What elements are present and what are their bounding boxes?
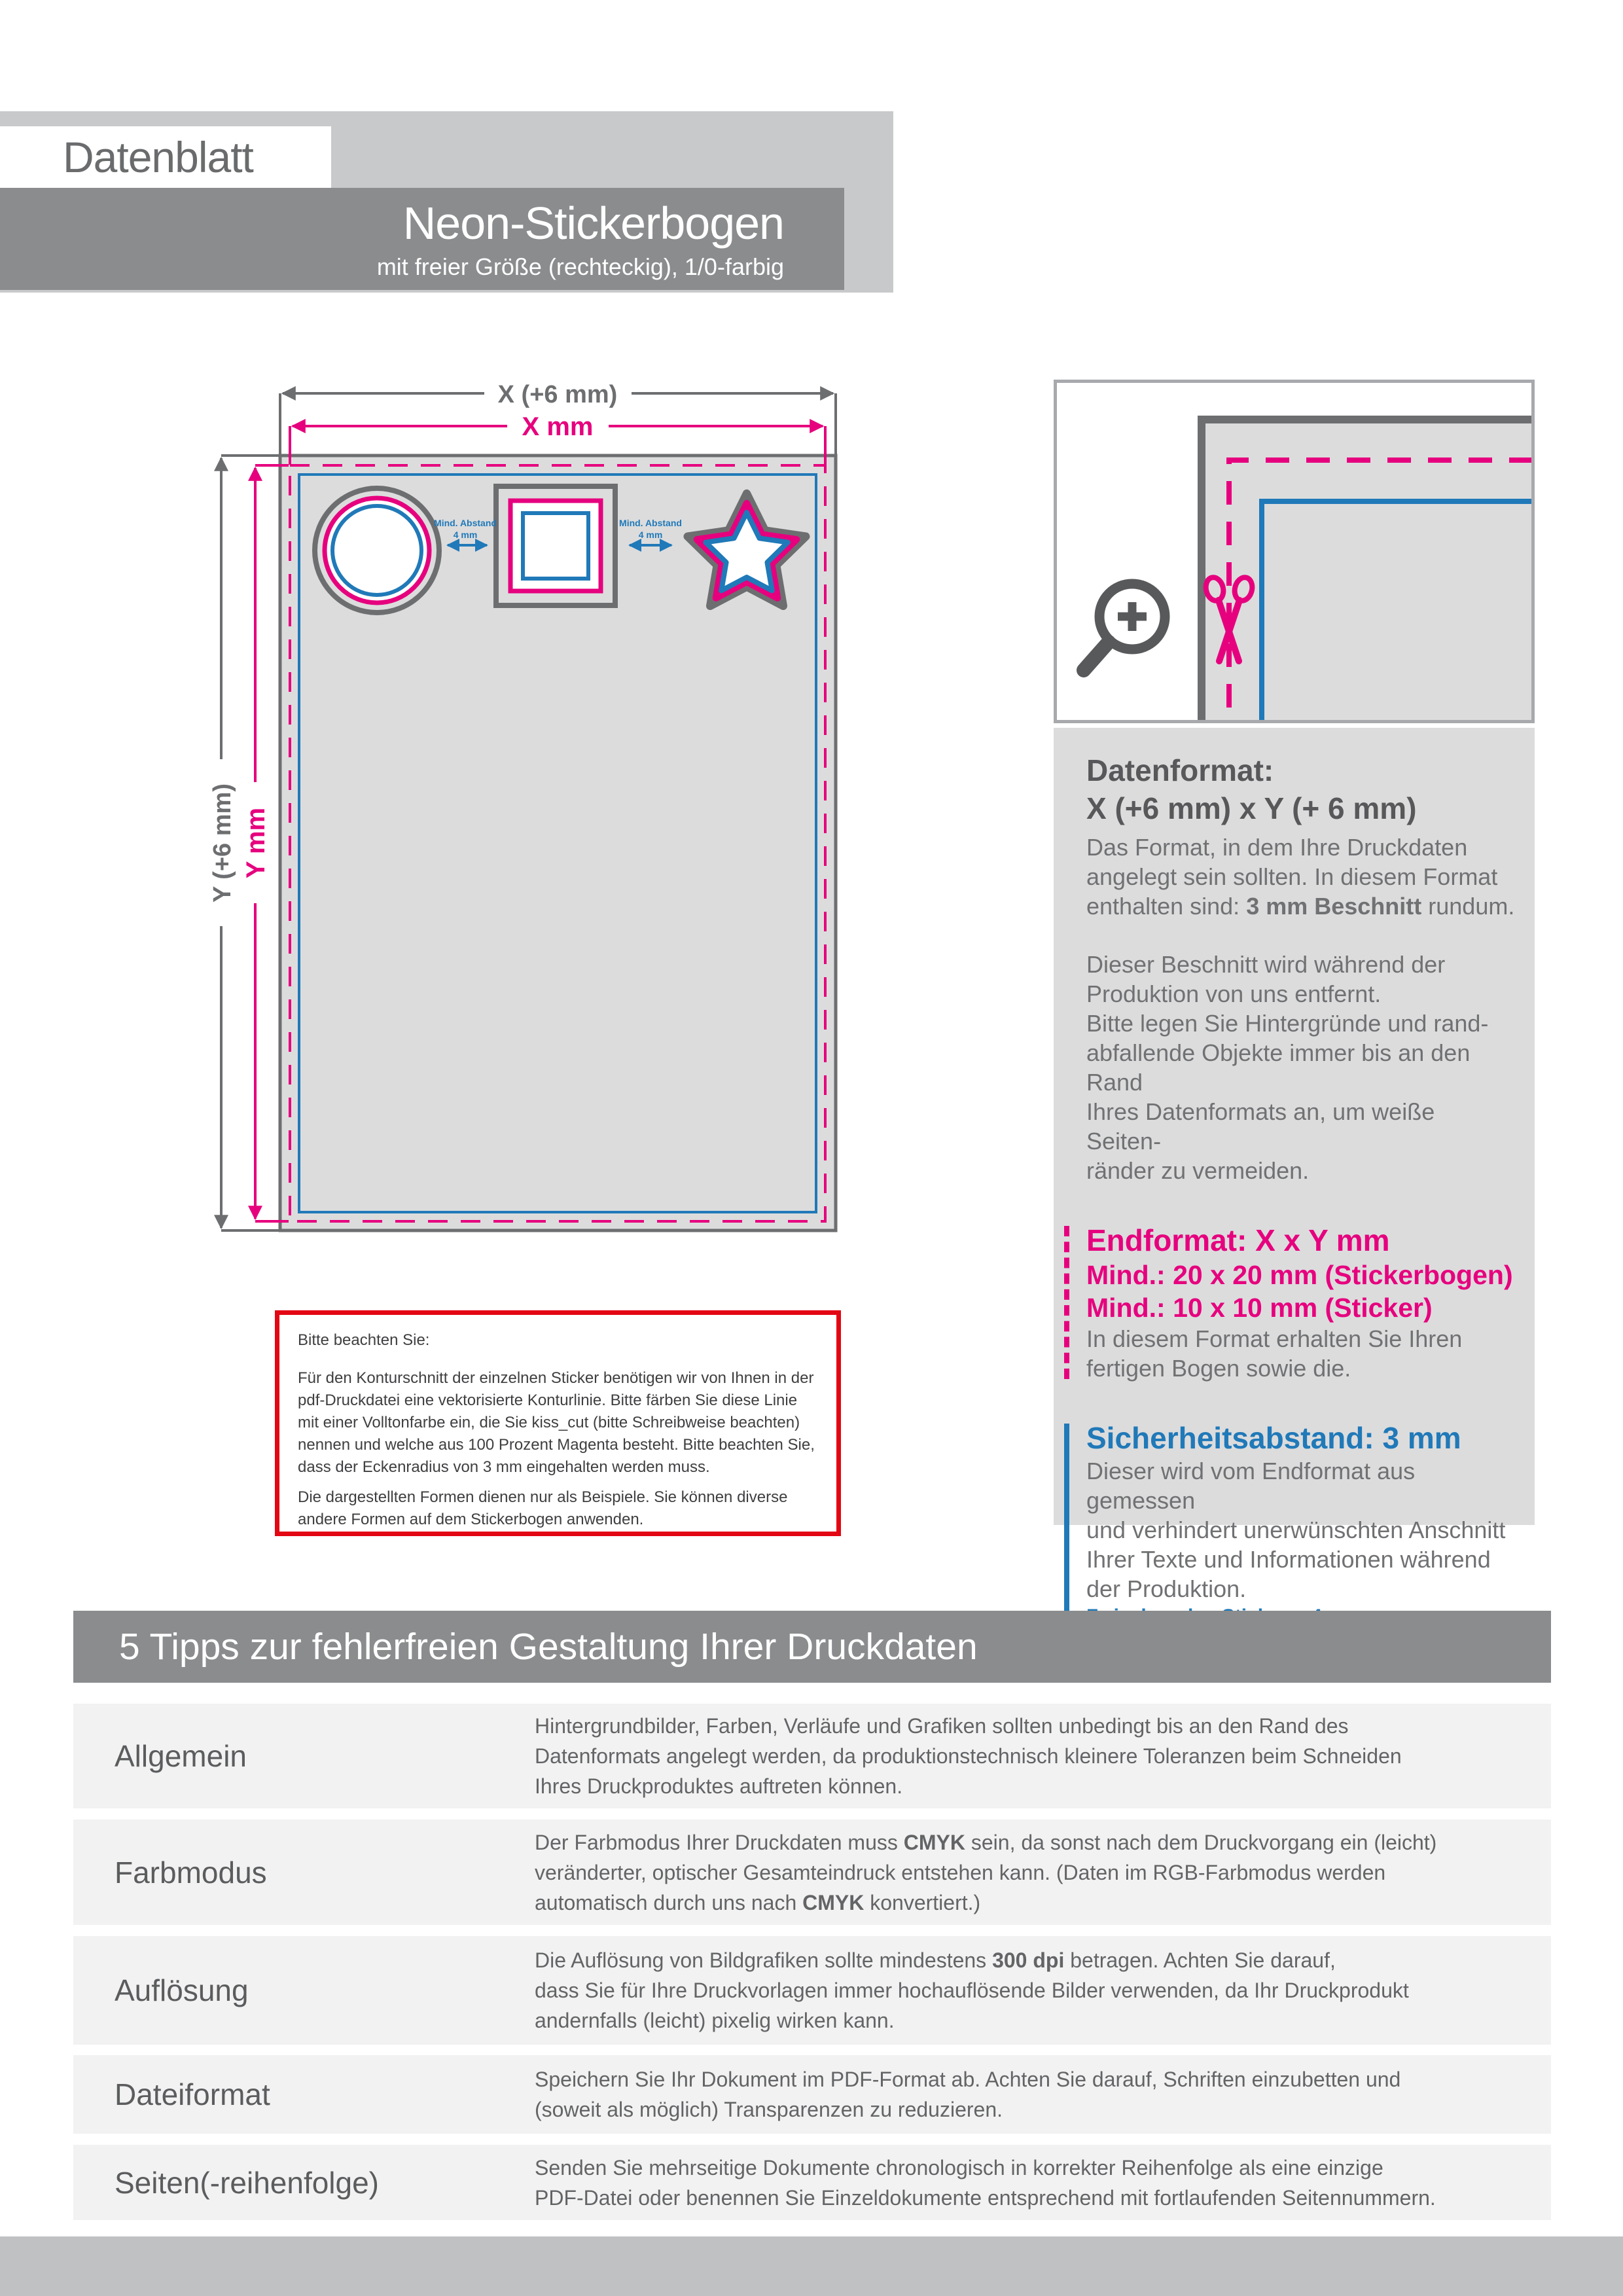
tip-text: Senden Sie mehrseitige Dokumente chronologisch in korrekter Reihenfolge als eine einzige PDF-Datei oder benennen Sie Einzeldokumente entsprechend mit fortlaufenden Seitennummern.: [535, 2155, 1436, 2210]
sticker-sheet-diagram: [183, 367, 883, 1244]
tip-row-seitenreihenfolge: [73, 2145, 1551, 2220]
product-title: Neon-Stickerbogen: [402, 198, 784, 249]
tip-text: Speichern Sie Ihr Dokument im PDF-Format ab. Achten Sie darauf, Schriften einzubetten und (soweit als möglich) Transparenzen zu reduzieren.: [535, 2068, 1401, 2121]
endformat-accent-line: [1064, 1226, 1069, 1379]
datenformat-subheading: X (+6 mm) x Y (+ 6 mm): [1086, 791, 1417, 825]
tip-label: Seiten(-reihenfolge): [115, 2165, 380, 2200]
datenformat-heading: Datenformat:: [1086, 753, 1274, 787]
tip-text: Der Farbmodus Ihrer Druckdaten muss CMYK sein, da sonst nach dem Druckvorgang ein (leicht) veränderter, optischer Gesamteindruck entstehen kann. (Daten im RGB-Farbmodus werden automatisch durch uns nach CMYK konvertiert.): [535, 1830, 1437, 1914]
square-sticker: [496, 486, 615, 605]
tip-row-aufloesung: [73, 1936, 1551, 2045]
tips-banner: [73, 1611, 1551, 1683]
corner-detail-graphic: [1057, 383, 1531, 720]
dim-y-outer-label: Y (+6 mm): [209, 783, 236, 903]
important-note-box: [275, 1310, 841, 1536]
note-title: Bitte beachten Sie:: [298, 1331, 430, 1349]
dim-y-inner-label: Y mm: [241, 807, 270, 879]
dim-x-inner-label: X mm: [522, 412, 594, 441]
endformat-text: In diesem Format erhalten Sie Ihren fertigen Bogen sowie die.: [1086, 1325, 1463, 1382]
svg-text:4 mm: 4 mm: [453, 529, 478, 540]
note-paragraph-1: Für den Konturschnitt der einzelnen Sticker benötigen wir von Ihnen in der pdf-Druckdatei eine vektorisierte Konturlinie. Bitte färben Sie diese Linie mit einer Volltonfarbe ein, die Sie kiss_cut (bitte Schreibweise beachten) nennen und welche aus 100 Prozent Magenta besteht. Bitte beachten Sie, dass der Eckenradius von 3 mm eingehalten werden muss.: [298, 1369, 815, 1476]
tip-label: Allgemein: [115, 1739, 247, 1773]
svg-text:Mind. Abstand: Mind. Abstand: [619, 518, 682, 528]
endformat-heading: Endformat: X x Y mm: [1086, 1223, 1390, 1257]
endformat-block: [1086, 1222, 1515, 1383]
product-subtitle: mit freier Größe (rechteckig), 1/0-farbig: [376, 253, 784, 280]
svg-text:4 mm: 4 mm: [638, 529, 663, 540]
format-info-panel: [1054, 728, 1535, 1602]
datenformat-text-2: Dieser Beschnitt wird während der Produktion von uns entfernt. Bitte legen Sie Hintergründe und rand- abfallende Objekte immer bis an den Rand Ihres Datenformats an, um weiße Seiten- ränder zu vermeiden.: [1086, 951, 1489, 1184]
dim-x-outer-label: X (+6 mm): [497, 381, 618, 408]
product-banner: [0, 188, 844, 290]
tip-row-allgemein: [73, 1704, 1551, 1808]
zoom-in-icon: [1084, 584, 1165, 670]
tip-label: Auflösung: [115, 1973, 249, 2007]
tip-label: Farbmodus: [115, 1855, 267, 1890]
tip-row-farbmodus: [73, 1820, 1551, 1925]
sicherheitsabstand-heading: Sicherheitsabstand: 3 mm: [1086, 1421, 1461, 1455]
sicherheitsabstand-block: [1086, 1420, 1515, 1630]
endformat-min-sticker: Mind.: 10 x 10 mm (Sticker): [1086, 1293, 1433, 1323]
tip-row-dateiformat: [73, 2055, 1551, 2134]
tip-text: Hintergrundbilder, Farben, Verläufe und Grafiken sollten unbedingt bis an den Rand des Datenformats angelegt werden, da produktionstechnisch kleinere Toleranzen beim Schneiden Ihres Druckproduktes auftreten können.: [535, 1714, 1402, 1798]
endformat-min-sheet: Mind.: 20 x 20 mm (Stickerbogen): [1086, 1260, 1513, 1290]
sicherheitsabstand-accent-line: [1064, 1424, 1069, 1626]
datenformat-text-1: Das Format, in dem Ihre Druckdaten angelegt sein sollten. In diesem Format enthalten sind: 3 mm Beschnitt rundum.: [1086, 834, 1515, 920]
circle-sticker: [315, 488, 439, 613]
footer-band: [0, 2236, 1623, 2296]
sicherheitsabstand-text: Dieser wird vom Endformat aus gemessen und verhindert unerwünschten Anschnitt Ihrer Texte und Informationen während der Produktion.: [1086, 1458, 1506, 1602]
tip-text: Die Auflösung von Bildgrafiken sollte mindestens 300 dpi betragen. Achten Sie darauf, dass Sie für Ihre Druckvorlagen immer hochauflösende Bilder verwenden, da Ihr Druckprodukt andernfalls (leicht) pixelig wirken kann.: [535, 1948, 1409, 2032]
sheet-title-box: [0, 126, 331, 188]
note-paragraph-2: Die dargestellten Formen dienen nur als Beispiele. Sie können diverse andere Formen auf dem Stickerbogen anwenden.: [298, 1488, 788, 1528]
page-title: Datenblatt: [63, 133, 253, 181]
tips-heading: 5 Tipps zur fehlerfreien Gestaltung Ihrer Druckdaten: [119, 1626, 978, 1668]
svg-text:Mind. Abstand: Mind. Abstand: [434, 518, 497, 528]
tip-label: Dateiformat: [115, 2077, 270, 2111]
